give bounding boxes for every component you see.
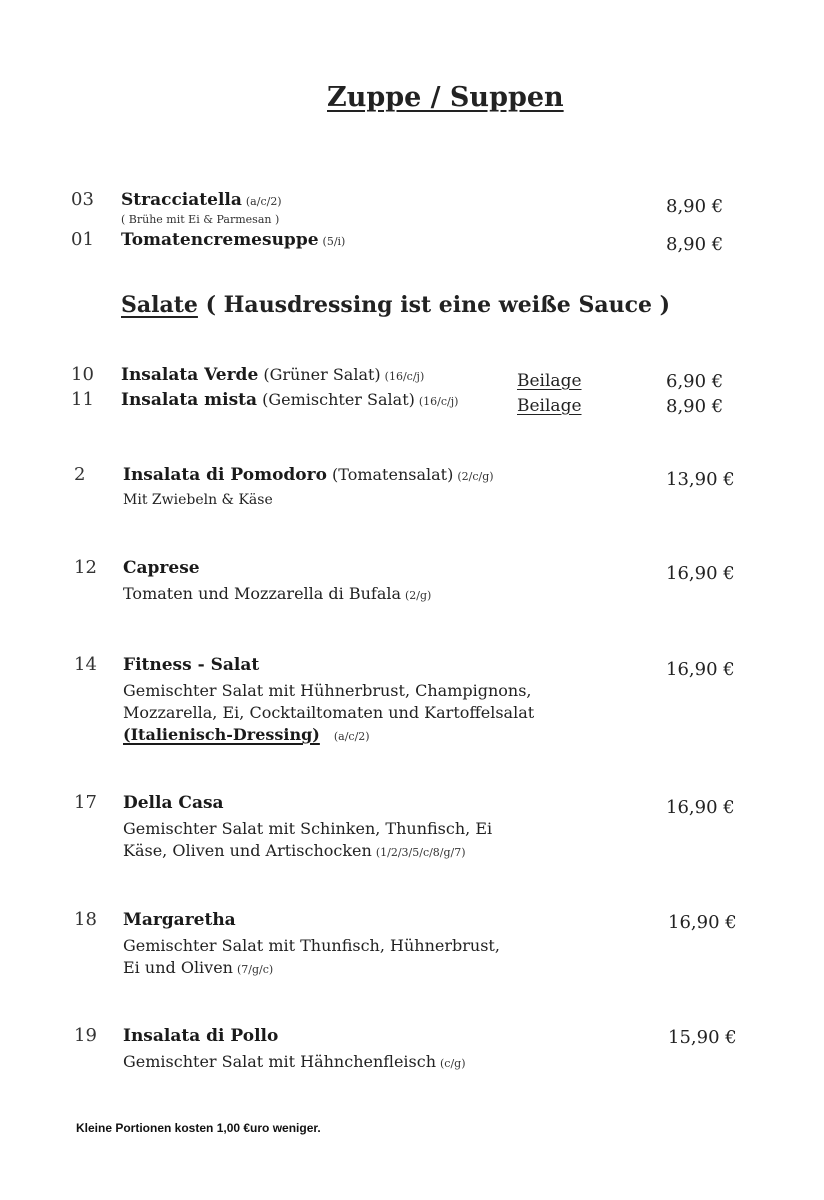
allergen-codes: (a/c/2) (245, 195, 282, 208)
description-text: Gemischter Salat mit Hähnchenfleisch (123, 1052, 436, 1071)
menu-item-description (123, 725, 370, 744)
menu-item-number: 11 (71, 389, 94, 410)
allergen-codes: (7/g/c) (236, 963, 274, 976)
menu-item-number: 17 (74, 792, 97, 813)
menu-item-price: 8,90 € (666, 396, 724, 417)
description-line: Mozzarella, Ei, Cocktailtomaten und Kartoffelsalat (123, 703, 535, 722)
menu-item-number: 03 (71, 189, 94, 210)
salads-title (121, 292, 670, 318)
menu-item-price: 6,90 € (666, 371, 724, 392)
menu-item-description: ( Brühe mit Ei & Parmesan ) (121, 213, 280, 226)
menu-item-description: Mit Zwiebeln & Käse (123, 492, 273, 508)
description-line: Gemischter Salat mit Hühnerbrust, Champignons, (123, 681, 532, 700)
description-line: Gemischter Salat mit Thunfisch, Hühnerbrust, (123, 936, 500, 955)
menu-item (121, 230, 345, 250)
allergen-codes: (2/c/g) (457, 470, 494, 483)
menu-item-number: 10 (71, 364, 94, 385)
menu-item-description: (Tomatensalat) (326, 465, 454, 484)
menu-item-description (123, 584, 431, 603)
menu-item-price: 13,90 € (666, 469, 735, 490)
description-line: Gemischter Salat mit Schinken, Thunfisch, Ei (123, 819, 493, 838)
menu-item-description (123, 841, 466, 860)
menu-item-name: Tomatencremesuppe (121, 230, 319, 250)
menu-item-number: 12 (74, 557, 97, 578)
menu-item-description: (Gemischter Salat) (262, 390, 415, 409)
allergen-codes: (16/c/j) (418, 395, 459, 408)
menu-item-price: 16,90 € (668, 912, 737, 933)
menu-item (121, 190, 282, 210)
description-text: Ei und Oliven (123, 958, 233, 977)
description-text: Käse, Oliven und Artischocken (123, 841, 372, 860)
menu-item-number: 01 (71, 229, 94, 250)
allergen-codes: (16/c/j) (384, 370, 425, 383)
menu-item-number: 19 (74, 1025, 97, 1046)
footer-note: Kleine Portionen kosten 1,00 €uro weniger. (76, 1121, 321, 1135)
menu-item-price: 16,90 € (666, 659, 735, 680)
menu-item-name: Insalata di Pollo (123, 1026, 279, 1046)
dressing-label: (Italienisch-Dressing) (123, 725, 320, 744)
description-text: Tomaten und Mozzarella di Bufala (123, 584, 402, 603)
menu-item-name: Della Casa (123, 793, 224, 813)
side-dish-label: Beilage (517, 371, 582, 391)
menu-item-name: Stracciatella (121, 190, 242, 210)
menu-item-name: Fitness - Salat (123, 655, 260, 675)
allergen-codes: (1/2/3/5/c/8/g/7) (375, 846, 466, 859)
menu-item-description: (Grüner Salat) (263, 365, 381, 384)
menu-item-number: 14 (74, 654, 97, 675)
allergen-codes: (c/g) (440, 1057, 466, 1070)
menu-item-number: 18 (74, 909, 97, 930)
menu-item-name: Caprese (123, 558, 200, 578)
menu-item (123, 465, 494, 485)
menu-item-number: 2 (74, 464, 86, 485)
menu-item-name: Insalata di Pomodoro (123, 465, 327, 485)
menu-item-description (123, 958, 273, 977)
menu-item (121, 365, 424, 385)
menu-item-price: 8,90 € (666, 234, 724, 255)
menu-item (121, 390, 458, 410)
salads-title-note: ( Hausdressing ist eine weiße Sauce ) (197, 292, 671, 318)
allergen-codes: (5/i) (322, 235, 346, 248)
soups-title: Zuppe / Suppen (327, 82, 564, 113)
salads-title-main: Salate (121, 292, 198, 318)
menu-item-name: Insalata mista (121, 390, 258, 410)
menu-item-price: 16,90 € (666, 563, 735, 584)
allergen-codes: (a/c/2) (333, 730, 370, 743)
allergen-codes: (2/g) (405, 589, 432, 602)
side-dish-label: Beilage (517, 396, 582, 416)
menu-item-price: 16,90 € (666, 797, 735, 818)
menu-item-price: 15,90 € (668, 1027, 737, 1048)
menu-item-name: Insalata Verde (121, 365, 259, 385)
menu-item-description (123, 1052, 466, 1071)
menu-item-name: Margaretha (123, 910, 236, 930)
menu-item-price: 8,90 € (666, 196, 724, 217)
